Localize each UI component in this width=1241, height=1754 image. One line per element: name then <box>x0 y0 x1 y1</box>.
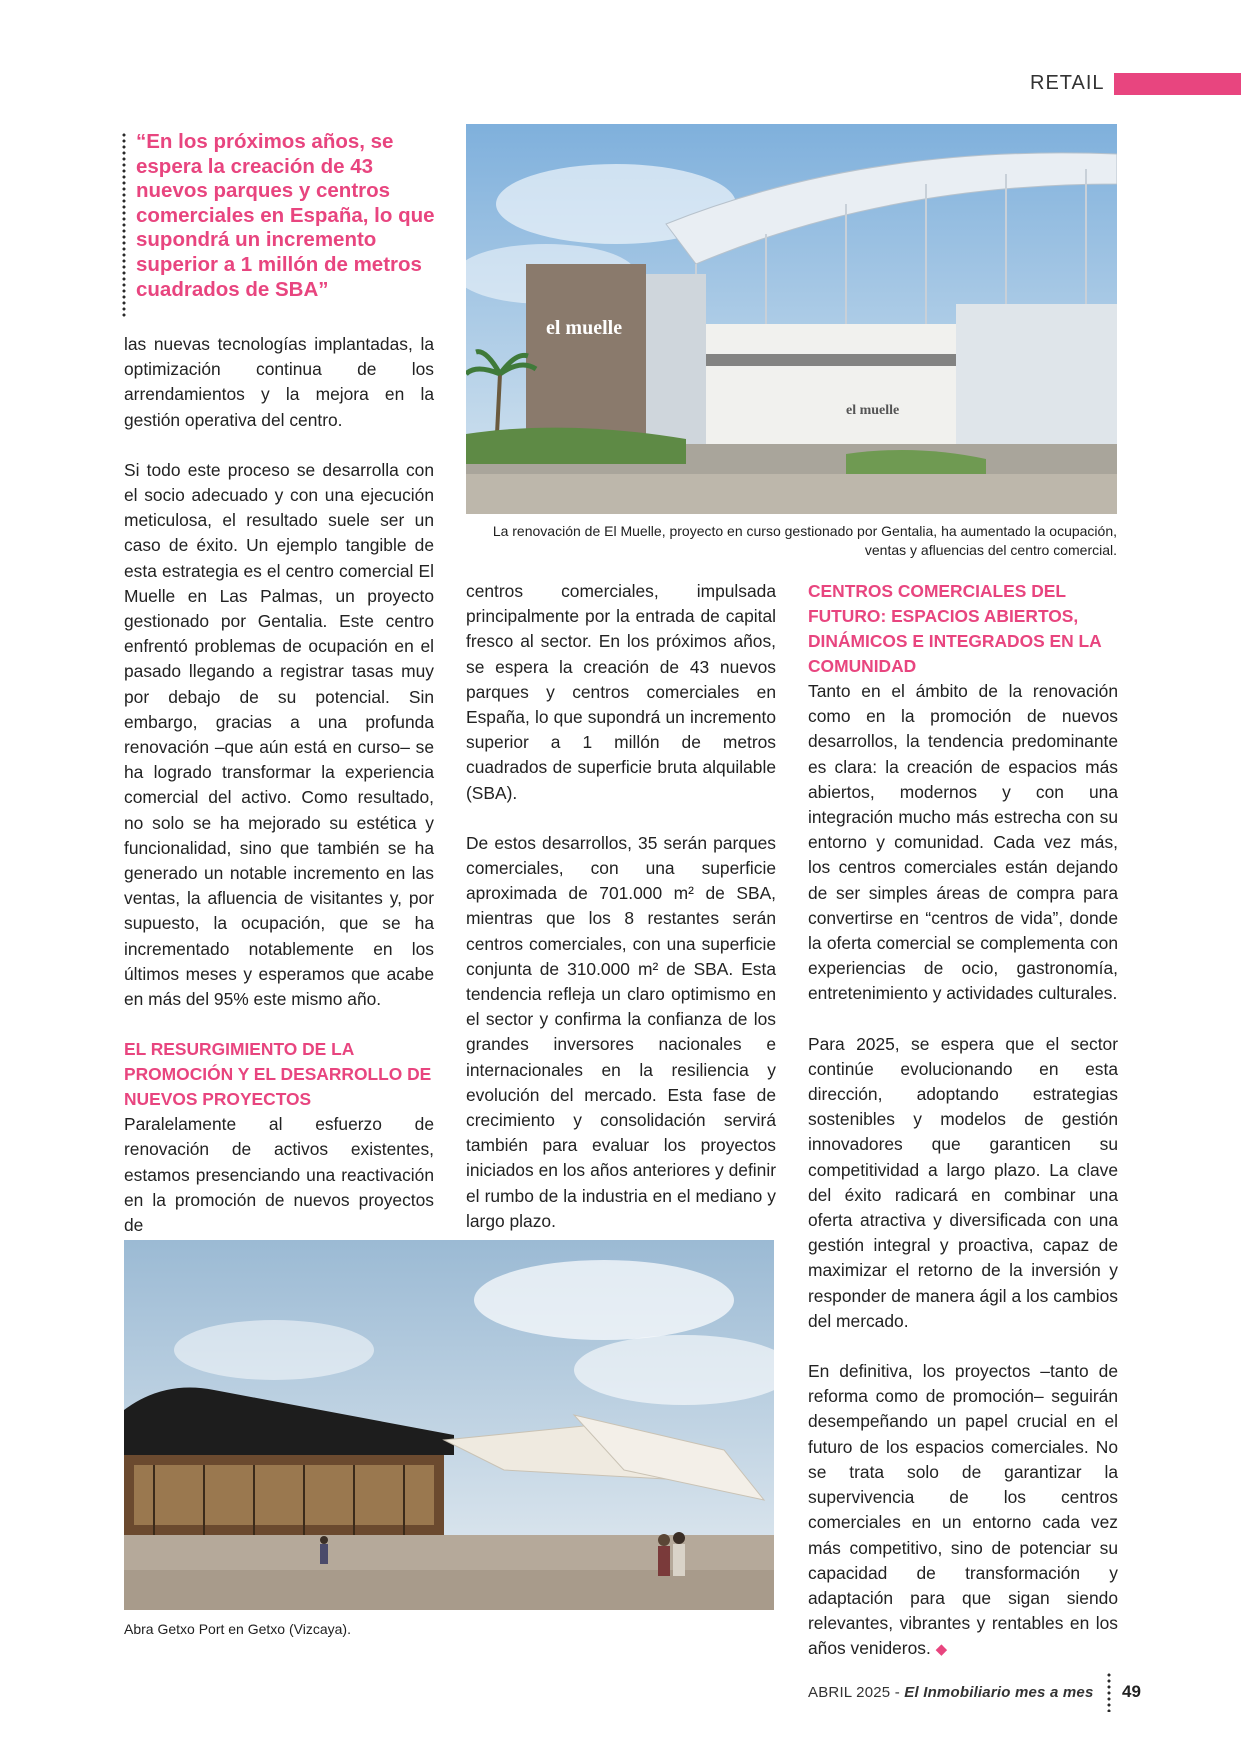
heading-centros-futuro: CENTROS COMERCIALES DEL FUTURO: ESPACIOS ABIERTOS, DINÁMICOS E INTEGRADOS EN LA COMUNIDAD <box>808 581 1102 676</box>
footer-issue <box>808 1684 1094 1701</box>
quote-dotted-rule <box>122 132 126 317</box>
paragraph-definitiva-text: En definitiva, los proyectos –tanto de reforma como de promoción– seguirán desempeñando un papel crucial en el futuro de los espacios comerciales. No se trata solo de garantizar la supervivencia de los centros comerciales en un entorno cada vez más competitivo, sino de potenciar su capacidad de transformación y adaptación para que sigan siendo relevantes, vibrantes y rentables en los años venideros. <box>808 1361 1118 1659</box>
paragraph-desarrollos: De estos desarrollos, 35 serán parques comerciales, con una superficie aproximada de 701.000 m² de SBA, mientras que los 8 restantes serán centros comerciales, con una superficie conjunta de 310.000 m² de SBA. Esta tendencia refleja un claro optimismo en el sector y confirma la confianza de los grandes inversores nacionales e internacionales en la resiliencia y evolución del mercado. Esta fase de crecimiento y consolidación servirá también para evaluar los proyectos iniciados en los años anteriores y definir el rumbo de la industria en el mediano y largo plazo. <box>466 832 776 1231</box>
footer-magazine: El Inmobiliario mes a mes <box>904 1684 1094 1701</box>
paragraph-2025: Para 2025, se espera que el sector continúe evolucionando en esta dirección, adoptando estrategias sostenibles y modelos de gestión innovadores que garanticen su competitividad a largo plazo. La clave del éxito radicará en combinar una oferta atractiva y diversificada con una gestión integral y proactiva, capaz de maximizar el retorno de la inversión y responder de manera ágil a los cambios del mercado. <box>808 1033 1118 1331</box>
el-muelle-illustration <box>466 124 1117 514</box>
el-muelle-sign-main: el muelle <box>846 403 900 418</box>
paragraph-tendencia: Tanto en el ámbito de la renovación como en la promoción de nuevos desarrollos, la tendencia predominante es clara: la creación de espacios más abiertos, modernos y con una integración mucho más estrecha con su entorno y comunidad. Cada vez más, los centros comerciales están dejando de ser simples áreas de compra para convertirse en “centros de vida”, donde la oferta comercial se complementa con experiencias de ocio, gastronomía, entretenimiento y actividades culturales. <box>808 681 1118 1004</box>
getxo-illustration <box>124 1240 774 1610</box>
el-muelle-sign-tower: el muelle <box>546 317 623 339</box>
el-muelle-caption: La renovación de El Muelle, proyecto en curso gestionado por Gentalia, ha aumentado la ocupación, ventas y afluencias del centro comercial. <box>492 523 1117 558</box>
section-label: RETAIL <box>1030 72 1105 94</box>
getxo-photo <box>124 1240 774 1610</box>
paragraph-reactivation: Paralelamente al esfuerzo de renovación de activos existentes, estamos presenciando una reactivación en la promoción de nuevos proyectos de <box>124 1114 434 1236</box>
heading-resurgimiento: EL RESURGIMIENTO DE LA PROMOCIÓN Y EL DESARROLLO DE NUEVOS PROYECTOS <box>124 1039 432 1110</box>
paragraph-el-muelle: Si todo este proceso se desarrolla con el socio adecuado y con una ejecución meticulosa, el resultado suele ser un caso de éxito. Un ejemplo tangible de esta estrategia es el centro comercial El Muelle en Las Palmas, un proyecto gestionado por Gentalia. Este centro enfrentó problemas de ocupación en el pasado llegando a registrar tasas muy por debajo de su potencial. Sin embargo, gracias a una profunda renovación –que aún está en curso– se ha logrado transformar la experiencia comercial del activo. Como resultado, no solo se ha mejorado su estética y funcionalidad, sino que también se ha generado un notable incremento en las ventas, la afluencia de visitantes y, por supuesto, la ocupación, que se ha incrementado notablemente en los últimos meses y esperamos que acabe en más del 95% este mismo año. <box>124 459 434 1010</box>
end-mark-icon: ◆ <box>935 1641 948 1659</box>
paragraph-definitiva <box>808 1359 1118 1662</box>
column-2 <box>466 579 776 1234</box>
column-3 <box>808 579 1118 1663</box>
page-number: 49 <box>1122 1682 1141 1701</box>
pull-quote: “En los próximos años, se espera la creación de 43 nuevos parques y centros comerciales en España, lo que supondrá un incremento superior a 1 millón de metros cuadrados de SBA” <box>136 130 435 301</box>
getxo-caption: Abra Getxo Port en Getxo (Vizcaya). <box>124 1621 351 1637</box>
section-accent-bar <box>1114 73 1241 95</box>
el-muelle-photo <box>466 124 1117 514</box>
paragraph-capital: centros comerciales, impulsada principalmente por la entrada de capital fresco al sector. En los próximos años, se espera la creación de 43 nuevos parques y centros comerciales en España, lo que supondrá un incremento superior a 1 millón de metros cuadrados de superficie bruta alquilable (SBA). <box>466 581 776 803</box>
column-1-top <box>124 332 434 1238</box>
paragraph-continuation: las nuevas tecnologías implantadas, la optimización continua de los arrendamientos y la mejora en la gestión operativa del centro. <box>124 334 434 430</box>
footer-dotted-rule <box>1107 1672 1111 1712</box>
footer-date: ABRIL 2025 - <box>808 1684 905 1701</box>
